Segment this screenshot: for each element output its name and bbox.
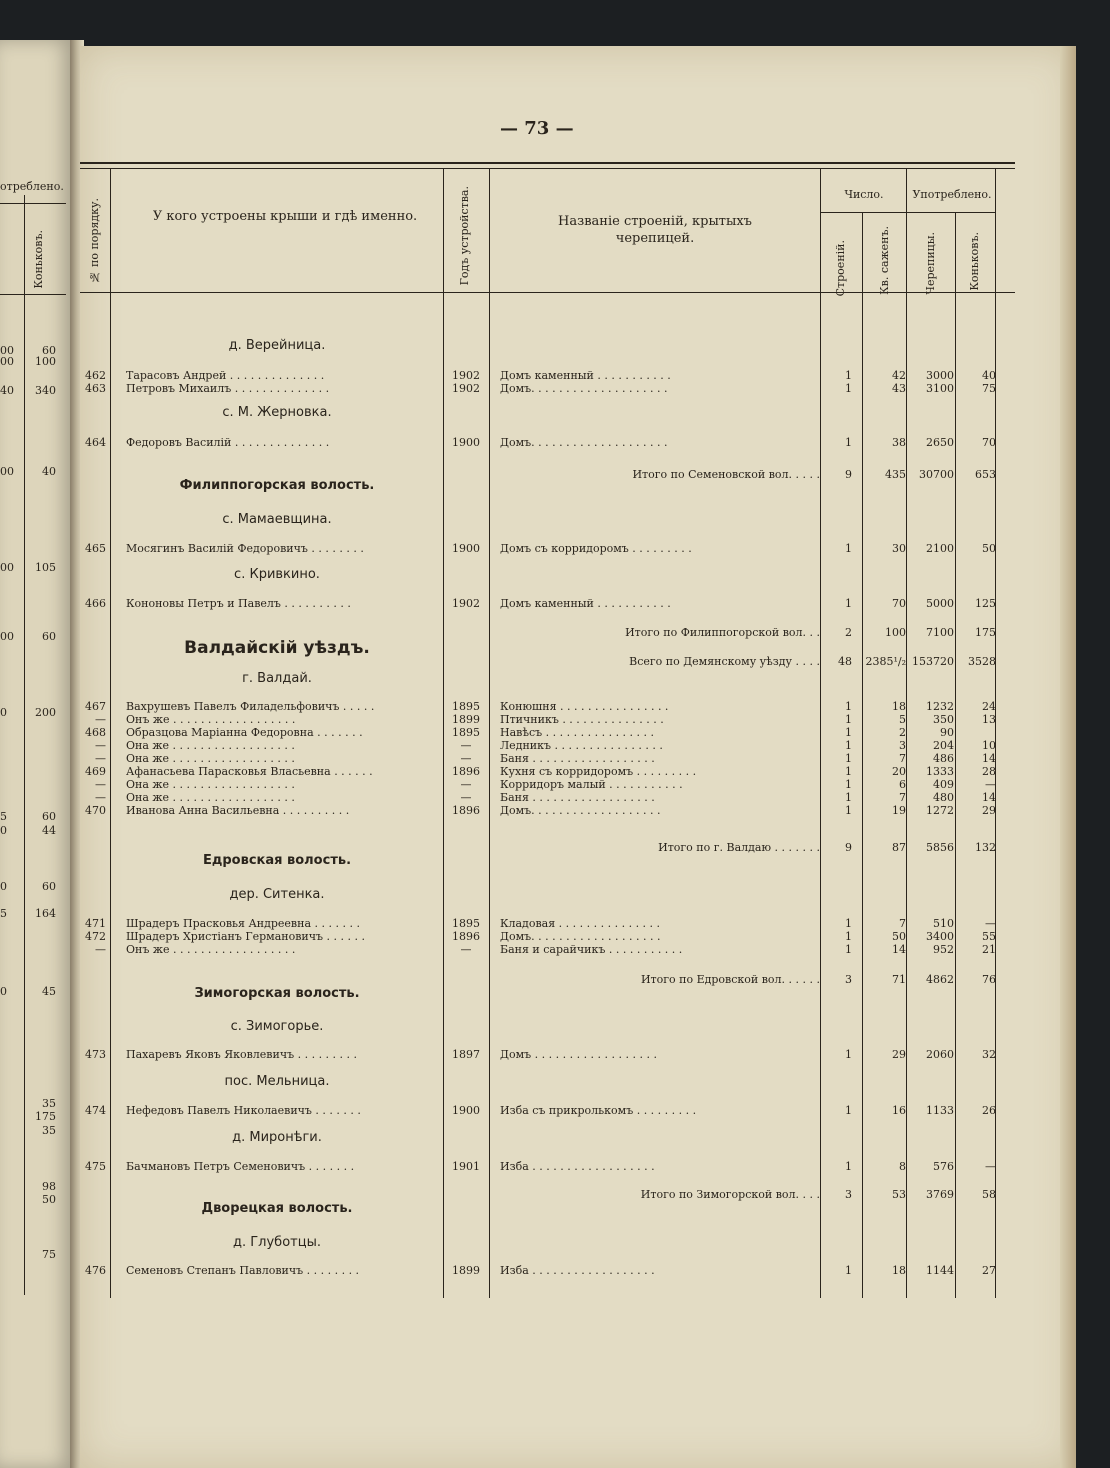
count-buildings: 1 [845,752,852,765]
count-buildings: 1 [845,369,852,382]
count-ridges: 29 [982,804,996,817]
total-sq-sazhen: 87 [892,841,906,854]
count-ridges: 14 [982,752,996,765]
total-tiles: 153720 [912,655,954,668]
total-label: Итого по Зимогорской вол. . . . [640,1188,820,1201]
year-built: 1897 [452,1048,480,1061]
owner-name: Тарасовъ Андрей . . . . . . . . . . . . . . [126,369,325,382]
left-number-a: 00 [0,355,14,368]
count-ridges: 75 [982,382,996,395]
table-row [0,1104,1110,1118]
owner-name: Нефедовъ Павелъ Николаевичъ . . . . . . . [126,1104,361,1117]
table-row [0,930,1110,944]
owner-name: Она же . . . . . . . . . . . . . . . . . . [126,752,295,765]
left-number-b: 175 [35,1110,56,1123]
count-ridges: 10 [982,739,996,752]
header-no: № по порядку. [88,198,101,284]
section-heading: Едровская волость. [202,853,352,868]
count-tiles: 3000 [926,369,954,382]
year-built: 1900 [452,542,480,555]
count-ridges: — [985,917,996,930]
table-top-rule-2 [80,168,1015,169]
left-number-b: 50 [42,1193,56,1206]
count-tiles: 1333 [926,765,954,778]
count-sq-sazhen: 38 [892,436,906,449]
left-rule-2 [0,294,66,295]
year-built: 1895 [452,917,480,930]
row-number: — [95,739,106,752]
owner-name: Афанасьева Парасковья Власьевна . . . . . . [126,765,373,778]
table-row [0,369,1110,383]
count-ridges: 125 [975,597,996,610]
row-number: 476 [85,1264,106,1277]
owner-name: Онъ же . . . . . . . . . . . . . . . . . . [126,943,296,956]
left-number-a: 00 [0,344,14,357]
left-number-a: 00 [0,561,14,574]
owner-name: Кононовы Петръ и Павелъ . . . . . . . . . . [126,597,351,610]
owner-name: Мосягинъ Василій Федоровичъ . . . . . . . . [126,542,364,555]
count-buildings: 1 [845,778,852,791]
subheader-rule [820,212,995,213]
left-number-b: 75 [42,1248,56,1261]
row-number: 473 [85,1048,106,1061]
count-buildings: 1 [845,943,852,956]
count-buildings: 1 [845,930,852,943]
total-buildings: 48 [838,655,852,668]
count-tiles: 480 [933,791,954,804]
header-cherepitsy: Черепицы. [924,232,937,295]
count-sq-sazhen: 16 [892,1104,906,1117]
header-building: Названіе строеній, крытыхъ черепицей. [558,214,752,246]
count-buildings: 1 [845,765,852,778]
total-ridges: 76 [982,973,996,986]
count-tiles: 350 [933,713,954,726]
owner-name: Онъ же . . . . . . . . . . . . . . . . . . [126,713,296,726]
total-sq-sazhen: 435 [885,468,906,481]
building-name: Изба съ прикролькомъ . . . . . . . . . [500,1104,697,1117]
table-row [0,542,1110,556]
total-label: Итого по г. Валдаю . . . . . . . [658,841,820,854]
row-number: 474 [85,1104,106,1117]
year-built: 1896 [452,804,480,817]
building-name: Баня . . . . . . . . . . . . . . . . . . [500,752,655,765]
count-tiles: 2060 [926,1048,954,1061]
count-tiles: 204 [933,739,954,752]
building-name: Кладовая . . . . . . . . . . . . . . . [500,917,661,930]
count-tiles: 90 [940,726,954,739]
header-kv-sazhen: Кв. саженъ. [878,226,891,295]
header-upotrebleno: Употреблено. [912,188,992,201]
count-tiles: 952 [933,943,954,956]
building-name: Баня . . . . . . . . . . . . . . . . . . [500,791,655,804]
left-number-b: 100 [35,355,56,368]
count-tiles: 486 [933,752,954,765]
count-sq-sazhen: 42 [892,369,906,382]
left-number-b: 60 [42,880,56,893]
left-number-a: 0 [0,824,7,837]
table-row [0,765,1110,779]
section-heading: с. Мамаевщина. [222,512,332,527]
total-tiles: 3769 [926,1188,954,1201]
table-row [0,436,1110,450]
total-tiles: 30700 [919,468,954,481]
building-name: Навѣсъ . . . . . . . . . . . . . . . . [500,726,655,739]
count-sq-sazhen: 7 [899,917,906,930]
row-number: 466 [85,597,106,610]
total-sq-sazhen: 53 [892,1188,906,1201]
left-number-a: 40 [0,384,14,397]
total-buildings: 3 [845,1188,852,1201]
header-bottom-rule [80,292,1015,293]
count-sq-sazhen: 7 [899,791,906,804]
count-ridges: 14 [982,791,996,804]
count-tiles: 3400 [926,930,954,943]
count-sq-sazhen: 8 [899,1160,906,1173]
row-number: 471 [85,917,106,930]
count-tiles: 1232 [926,700,954,713]
building-name: Домъ. . . . . . . . . . . . . . . . . . . [500,930,661,943]
header-owner: У кого устроены крыши и гдѣ именно. [152,209,418,224]
header-year: Годъ устройства. [458,186,471,286]
count-sq-sazhen: 43 [892,382,906,395]
table-row [0,726,1110,740]
section-heading: д. Миронѣги. [232,1130,322,1145]
building-name: Домъ. . . . . . . . . . . . . . . . . . . . [500,382,668,395]
section-heading: дер. Ситенка. [229,887,325,902]
owner-name: Петровъ Михаилъ . . . . . . . . . . . . . . [126,382,330,395]
section-heading: д. Верейница. [228,338,326,353]
count-buildings: 1 [845,1048,852,1061]
count-tiles: 1272 [926,804,954,817]
count-tiles: 2100 [926,542,954,555]
left-number-b: 45 [42,985,56,998]
year-built: 1902 [452,369,480,382]
table-row [0,791,1110,805]
total-ridges: 175 [975,626,996,639]
count-buildings: 1 [845,436,852,449]
count-buildings: 1 [845,542,852,555]
left-number-a: 00 [0,630,14,643]
count-ridges: — [985,1160,996,1173]
owner-name: Вахрушевъ Павелъ Филадельфовичъ . . . . . [126,700,375,713]
table-row [0,804,1110,818]
building-name: Птичникъ . . . . . . . . . . . . . . . [500,713,664,726]
total-sq-sazhen: 100 [885,626,906,639]
row-number: — [95,713,106,726]
count-sq-sazhen: 50 [892,930,906,943]
owner-name: Иванова Анна Васильевна . . . . . . . . . . [126,804,350,817]
table-row [0,917,1110,931]
count-sq-sazhen: 18 [892,700,906,713]
row-number: — [95,752,106,765]
left-number-b: 340 [35,384,56,397]
building-name: Баня и сарайчикъ . . . . . . . . . . . [500,943,683,956]
left-number-b: 105 [35,561,56,574]
total-buildings: 9 [845,841,852,854]
building-name: Конюшня . . . . . . . . . . . . . . . . [500,700,669,713]
row-number: 464 [85,436,106,449]
total-tiles: 4862 [926,973,954,986]
year-built: 1895 [452,726,480,739]
total-tiles: 7100 [926,626,954,639]
count-ridges: 40 [982,369,996,382]
header-stroeniy: Строеній. [834,240,847,297]
left-page-header: отреблено. [0,180,64,193]
total-row [0,655,1110,669]
section-heading: Зимогорская волость. [194,986,360,1001]
building-name: Ледникъ . . . . . . . . . . . . . . . . [500,739,663,752]
row-number: — [95,791,106,804]
count-buildings: 1 [845,1160,852,1173]
building-name: Кухня съ корридоромъ . . . . . . . . . [500,765,697,778]
count-ridges: 55 [982,930,996,943]
section-heading: пос. Мельница. [224,1074,330,1089]
count-buildings: 1 [845,1264,852,1277]
left-number-b: 60 [42,630,56,643]
section-heading: с. М. Жерновка. [222,405,332,420]
left-number-a: 5 [0,907,7,920]
count-sq-sazhen: 14 [892,943,906,956]
year-built: 1900 [452,1104,480,1117]
year-built: 1896 [452,930,480,943]
total-ridges: 3528 [968,655,996,668]
building-name: Домъ съ корридоромъ . . . . . . . . . [500,542,692,555]
count-sq-sazhen: 70 [892,597,906,610]
left-number-b: 60 [42,344,56,357]
header-konkov: Коньковъ. [968,232,981,291]
row-number: — [95,778,106,791]
count-ridges: 50 [982,542,996,555]
total-sq-sazhen: 2385¹/₂ [865,655,906,668]
year-built: 1899 [452,713,480,726]
count-buildings: 1 [845,382,852,395]
year-built: 1900 [452,436,480,449]
count-sq-sazhen: 2 [899,726,906,739]
count-sq-sazhen: 18 [892,1264,906,1277]
count-buildings: 1 [845,597,852,610]
table-row [0,713,1110,727]
count-buildings: 1 [845,726,852,739]
owner-name: Федоровъ Василій . . . . . . . . . . . . . . [126,436,330,449]
count-ridges: 32 [982,1048,996,1061]
left-number-b: 40 [42,465,56,478]
left-number-b: 35 [42,1124,56,1137]
count-buildings: 1 [845,1104,852,1117]
table-row [0,1048,1110,1062]
table-row [0,1160,1110,1174]
total-label: Итого по Семеновской вол. . . . . [632,468,820,481]
count-ridges: 24 [982,700,996,713]
year-built: 1895 [452,700,480,713]
section-heading: г. Валдай. [242,671,312,686]
count-buildings: 1 [845,739,852,752]
count-tiles: 409 [933,778,954,791]
total-buildings: 3 [845,973,852,986]
building-name: Домъ . . . . . . . . . . . . . . . . . . [500,1048,657,1061]
count-ridges: 13 [982,713,996,726]
owner-name: Семеновъ Степанъ Павловичъ . . . . . . . . [126,1264,360,1277]
total-buildings: 2 [845,626,852,639]
table-row [0,752,1110,766]
section-heading: д. Глуботцы. [233,1235,321,1250]
owner-name: Шрадеръ Прасковья Андреевна . . . . . . . [126,917,360,930]
table-top-rule [80,162,1015,164]
count-buildings: 1 [845,713,852,726]
owner-name: Она же . . . . . . . . . . . . . . . . . . [126,791,295,804]
left-number-b: 164 [35,907,56,920]
page-number: — 73 — [500,118,574,139]
building-name: Изба . . . . . . . . . . . . . . . . . . [500,1264,655,1277]
total-sq-sazhen: 71 [892,973,906,986]
left-number-b: 200 [35,706,56,719]
building-name: Корридоръ малый . . . . . . . . . . . [500,778,683,791]
total-row [0,973,1110,987]
table-row [0,778,1110,792]
year-built: 1902 [452,382,480,395]
section-heading: с. Кривкино. [234,567,320,582]
row-number: 463 [85,382,106,395]
left-number-b: 98 [42,1180,56,1193]
left-rule-1 [0,203,66,204]
left-number-b: 35 [42,1097,56,1110]
year-built: — [460,791,472,804]
table-row [0,1264,1110,1278]
count-ridges: 70 [982,436,996,449]
header-chislo: Число. [844,188,884,201]
count-tiles: 1144 [926,1264,954,1277]
building-name: Домъ каменный . . . . . . . . . . . [500,369,671,382]
total-label: Всего по Демянскому уѣзду . . . . [629,655,820,668]
row-number: 467 [85,700,106,713]
owner-name: Пахаревъ Яковъ Яковлевичъ . . . . . . . . . [126,1048,358,1061]
year-built: 1896 [452,765,480,778]
table-row [0,597,1110,611]
row-number: 469 [85,765,106,778]
count-sq-sazhen: 6 [899,778,906,791]
count-ridges: 27 [982,1264,996,1277]
total-buildings: 9 [845,468,852,481]
count-sq-sazhen: 29 [892,1048,906,1061]
owner-name: Она же . . . . . . . . . . . . . . . . . . [126,778,295,791]
row-number: — [95,943,106,956]
left-number-a: 0 [0,706,7,719]
row-number: 470 [85,804,106,817]
count-tiles: 2650 [926,436,954,449]
count-buildings: 1 [845,700,852,713]
total-label: Итого по Едровской вол. . . . . . [640,973,820,986]
total-ridges: 653 [975,468,996,481]
count-sq-sazhen: 5 [899,713,906,726]
row-number: 472 [85,930,106,943]
left-number-a: 5 [0,810,7,823]
row-number: 465 [85,542,106,555]
year-built: — [460,778,472,791]
owner-name: Шрадеръ Христіанъ Германовичъ . . . . . . [126,930,365,943]
total-tiles: 5856 [926,841,954,854]
count-sq-sazhen: 30 [892,542,906,555]
section-heading: Дворецкая волость. [201,1201,353,1216]
owner-name: Она же . . . . . . . . . . . . . . . . . . [126,739,295,752]
year-built: — [460,752,472,765]
total-ridges: 132 [975,841,996,854]
count-tiles: 5000 [926,597,954,610]
count-ridges: — [985,778,996,791]
count-sq-sazhen: 19 [892,804,906,817]
building-name: Домъ. . . . . . . . . . . . . . . . . . . [500,804,661,817]
table-row [0,739,1110,753]
count-tiles: 510 [933,917,954,930]
building-name: Изба . . . . . . . . . . . . . . . . . . [500,1160,655,1173]
year-built: — [460,739,472,752]
count-buildings: 1 [845,791,852,804]
year-built: 1899 [452,1264,480,1277]
count-sq-sazhen: 7 [899,752,906,765]
count-sq-sazhen: 20 [892,765,906,778]
count-tiles: 1133 [926,1104,954,1117]
owner-name: Бачмановъ Петръ Семеновичъ . . . . . . . [126,1160,355,1173]
total-label: Итого по Филиппогорской вол. . . [625,626,820,639]
count-buildings: 1 [845,917,852,930]
table-row [0,382,1110,396]
section-heading: с. Зимогорье. [230,1019,324,1034]
total-ridges: 58 [982,1188,996,1201]
row-number: 462 [85,369,106,382]
year-built: — [460,943,472,956]
count-ridges: 28 [982,765,996,778]
count-sq-sazhen: 3 [899,739,906,752]
left-number-a: 00 [0,465,14,478]
section-heading: Филиппогорская волость. [179,478,375,493]
count-buildings: 1 [845,804,852,817]
left-number-b: 44 [42,824,56,837]
left-number-a: 0 [0,880,7,893]
count-tiles: 576 [933,1160,954,1173]
row-number: 468 [85,726,106,739]
count-tiles: 3100 [926,382,954,395]
count-ridges: 21 [982,943,996,956]
section-heading: Валдайскій уѣздъ. [184,638,370,658]
count-ridges: 26 [982,1104,996,1117]
left-col-label: Коньковъ. [32,230,45,289]
row-number: 475 [85,1160,106,1173]
table-row [0,943,1110,957]
building-name: Домъ. . . . . . . . . . . . . . . . . . . . [500,436,668,449]
owner-name: Образцова Маріанна Федоровна . . . . . . . [126,726,363,739]
total-row [0,1188,1110,1202]
left-number-a: 0 [0,985,7,998]
left-number-b: 60 [42,810,56,823]
building-name: Домъ каменный . . . . . . . . . . . [500,597,671,610]
table-row [0,700,1110,714]
year-built: 1901 [452,1160,480,1173]
year-built: 1902 [452,597,480,610]
